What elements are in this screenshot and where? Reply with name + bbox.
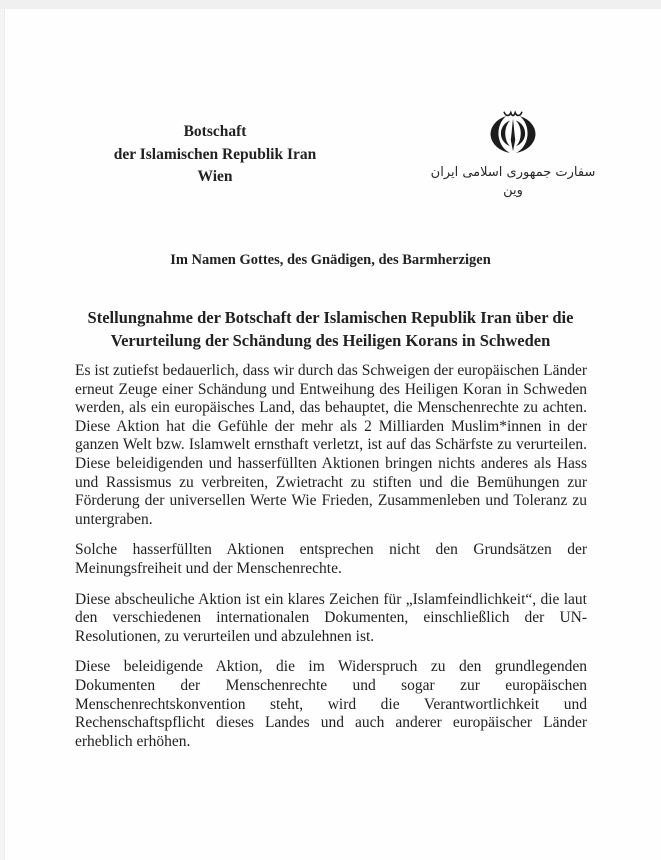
embassy-city-persian: وین [503, 183, 523, 198]
document-title-line: Stellungnahme der Botschaft der Islamischen Republik Iran über die [87, 308, 574, 327]
body-paragraph: Solche hasserfüllten Aktionen entsprechen nicht den Grundsätzen der Meinungsfreiheit und der Menschenrechte. [75, 541, 587, 577]
document-title [60, 307, 601, 352]
document-body [75, 362, 587, 763]
document-title-line: Verurteilung der Schändung des Heiligen Korans in Schweden [110, 330, 551, 350]
embassy-name-line: der Islamischen Republik Iran [113, 145, 317, 163]
invocation-line: Im Namen Gottes, des Gnädigen, des Barmherzigen [170, 252, 491, 268]
embassy-name-line: Botschaft [183, 123, 247, 140]
body-paragraph: Diese abscheuliche Aktion ist ein klares Zeichen für „Islamfeindlichkeit“, die laut den verschiedenen internationalen Dokumenten, einschließlich der UN-Resolutionen, zu verurteilen und abzulehnen ist. [75, 590, 587, 645]
iran-coat-of-arms-icon [418, 108, 608, 158]
scan-edge-left [0, 9, 5, 860]
body-paragraph: Es ist zutiefst bedauerlich, dass wir durch das Schweigen der europäischen Länder erneut Zeuge einer Schändung und Entweihung des Heiligen Koran in Schweden werden, als ein europäisches Land, das behauptet, die Menschenrechte zu achten. Diese Aktion hat die Gefühle der mehr als 2 Milliarden Muslim*innen in der ganzen Welt bzw. Islamwelt ernsthaft verletzt, ist auf das Schärfste zu verurteilen. Diese beleidigenden und hasserfüllten Aktionen bringen nichts anderes als Hass und Rassismus zu verbreiten, Zwietracht zu stiften und die Bemühungen zur Förderung der universellen Werte Wie Frieden, Zusammenleben und Toleranz zu untergraben. [75, 362, 587, 528]
embassy-city-line: Wien [197, 168, 233, 185]
scan-edge-top [0, 0, 661, 9]
body-paragraph: Diese beleidigende Aktion, die im Widerspruch zu den grundlegenden Dokumenten der Menschenrechte und sogar zur europäischen Menschenrechtskonvention steht, wird die Verantwortlichkeit und Rechenschaftspflicht dieses Landes und auch anderer europäischer Länder erheblich erhöhen. [75, 658, 587, 750]
embassy-letterhead-persian [418, 108, 608, 200]
embassy-name-persian: سفارت جمهوری اسلامی ایران [430, 165, 596, 180]
embassy-letterhead-german [95, 121, 335, 189]
